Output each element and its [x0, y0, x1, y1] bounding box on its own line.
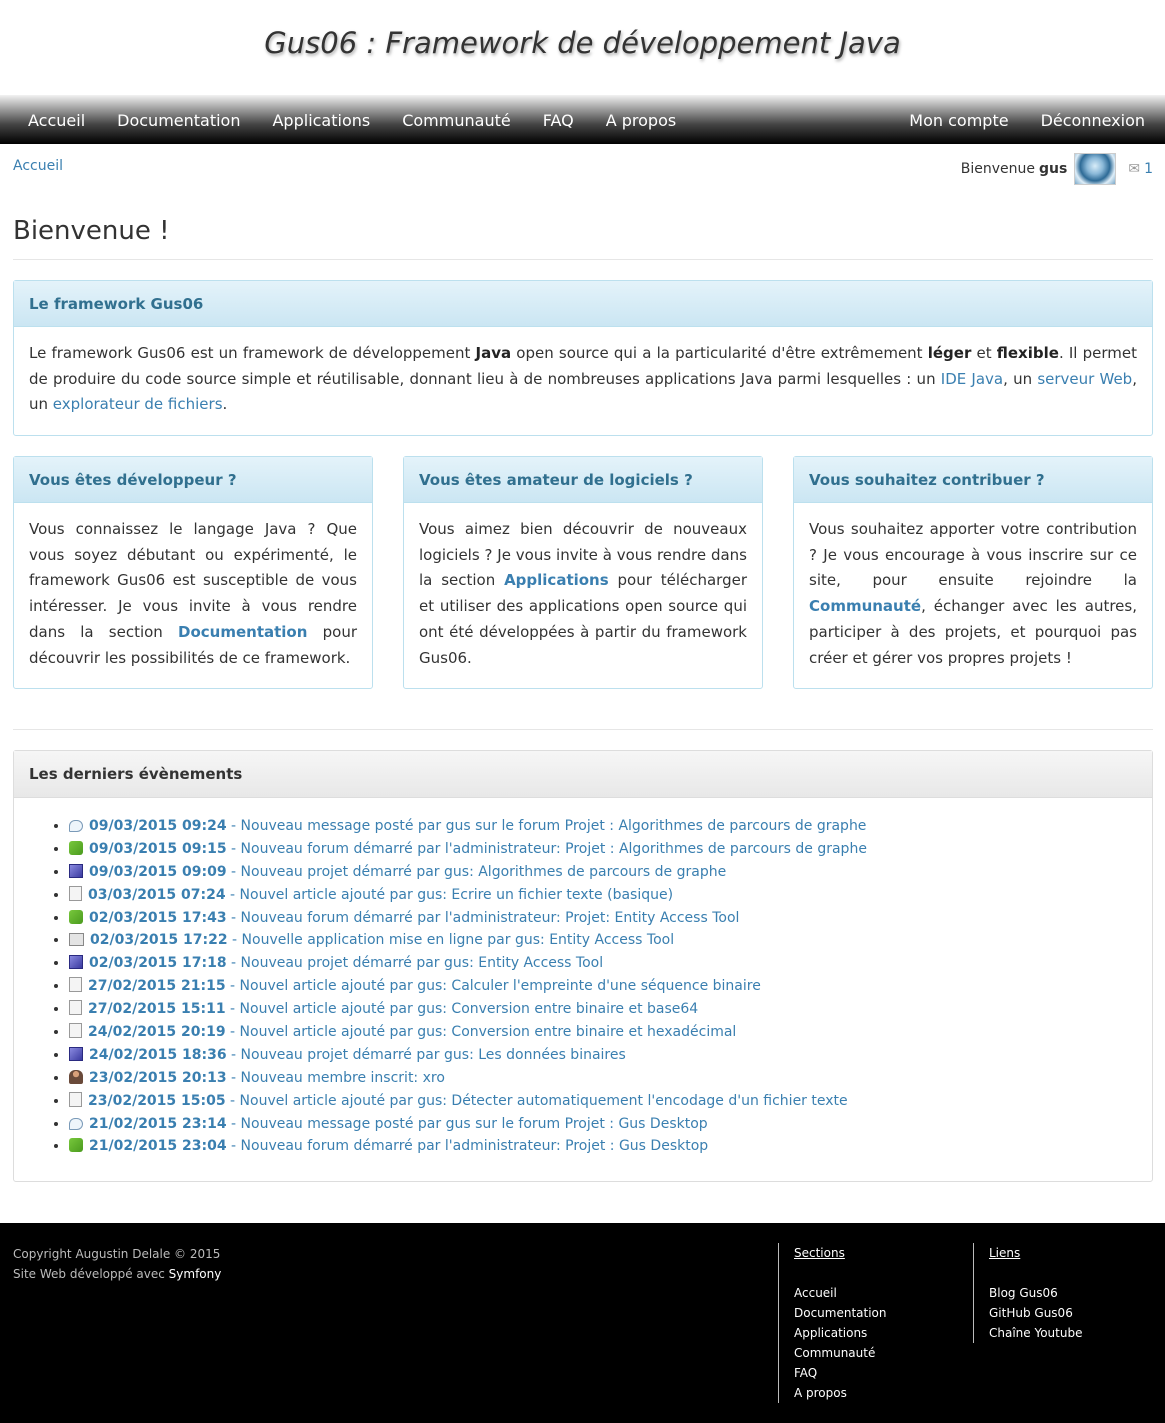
intro-text: et — [971, 344, 997, 362]
event-date[interactable]: 02/03/2015 17:22 — [90, 932, 228, 949]
event-date[interactable]: 21/02/2015 23:14 — [89, 1115, 227, 1132]
footer-links — [973, 1243, 1082, 1343]
events-heading: Les derniers évènements — [14, 751, 1152, 798]
contribute-card — [793, 456, 1153, 689]
event-item — [69, 884, 1152, 907]
developed-with-text: Site Web développé avec — [13, 1267, 169, 1281]
event-date[interactable]: 21/02/2015 23:04 — [89, 1138, 227, 1155]
nav-documentation[interactable]: Documentation — [117, 110, 241, 130]
event-date[interactable]: 09/03/2015 09:24 — [89, 818, 227, 834]
card-text: Vous aimez bien découvrir de nouveaux logiciels ? Je vous invite à vous rendre dans la section — [419, 520, 747, 590]
events-panel — [13, 750, 1153, 1182]
footer-copyright — [13, 1244, 221, 1284]
breadcrumb-bar — [0, 144, 1165, 194]
event-item — [69, 929, 1152, 952]
intro-text: open source qui a la particularité d'être extrêmement — [511, 344, 928, 362]
event-link[interactable]: - Nouveau forum démarré par l'administrateur: Projet : Gus Desktop — [226, 1138, 709, 1155]
footer-link-blog[interactable]: Blog Gus06 — [989, 1286, 1058, 1300]
forum-icon — [69, 841, 83, 855]
forum-icon — [69, 1138, 83, 1152]
project-icon — [69, 864, 83, 878]
card-text: Vous souhaitez apporter votre contribution ? Je vous encourage à vous inscrire sur ce site, pour ensuite rejoindre la — [809, 520, 1137, 590]
event-item — [69, 1135, 1152, 1158]
event-item — [69, 1021, 1152, 1044]
project-icon — [69, 1047, 83, 1061]
developer-card-body — [14, 503, 372, 683]
page-title: Bienvenue ! — [13, 216, 170, 246]
event-item — [69, 975, 1152, 998]
event-date[interactable]: 23/02/2015 20:13 — [89, 1069, 227, 1086]
nav-accueil[interactable]: Accueil — [28, 110, 86, 130]
events-list — [14, 798, 1152, 1158]
intro-heading: Le framework Gus06 — [14, 281, 1152, 327]
event-item — [69, 1090, 1152, 1113]
intro-body — [14, 327, 1152, 430]
event-item — [69, 1113, 1152, 1136]
event-link[interactable]: - Nouveau forum démarré par l'administrateur: Projet : Algorithmes de parcours de graphe — [226, 840, 867, 857]
event-link[interactable]: - Nouveau message posté par gus sur le forum Projet : Algorithmes de parcours de graphe — [226, 818, 867, 834]
event-item — [69, 861, 1152, 884]
nav-applications[interactable]: Applications — [272, 110, 371, 130]
event-item — [69, 998, 1152, 1021]
event-link[interactable]: - Nouveau forum démarré par l'administrateur: Projet: Entity Access Tool — [226, 909, 740, 926]
footer-link-applications[interactable]: Applications — [794, 1326, 868, 1340]
divider — [13, 259, 1153, 260]
amateur-card-body — [404, 503, 762, 683]
copyright-text: Copyright Augustin Delale © 2015 — [13, 1247, 221, 1261]
link-explorateur[interactable]: explorateur de fichiers — [52, 395, 223, 414]
avatar[interactable] — [1074, 153, 1116, 185]
project-icon — [69, 955, 83, 969]
footer-link-github[interactable]: GitHub Gus06 — [989, 1306, 1073, 1320]
event-date[interactable]: 24/02/2015 20:19 — [88, 1024, 226, 1041]
intro-text: Le framework Gus06 est un framework de développement — [29, 344, 476, 362]
event-link[interactable]: - Nouveau projet démarré par gus: Les données binaires — [226, 1046, 626, 1063]
developed-with — [13, 1264, 221, 1284]
link-documentation[interactable]: Documentation — [178, 622, 308, 641]
event-date[interactable]: 02/03/2015 17:18 — [89, 955, 227, 972]
event-date[interactable]: 09/03/2015 09:15 — [89, 840, 227, 857]
footer-link-faq[interactable]: FAQ — [794, 1366, 818, 1380]
nav-deconnexion[interactable]: Déconnexion — [1040, 110, 1145, 130]
card-text: , échanger avec les autres, participer à des projets, et pourquoi pas créer et gérer vos propres projets ! — [809, 597, 1137, 667]
event-link[interactable]: - Nouveau membre inscrit: xro — [226, 1069, 445, 1086]
forum-icon — [69, 910, 83, 924]
article-icon — [69, 977, 82, 992]
username: gus — [1039, 161, 1068, 177]
developer-card — [13, 456, 373, 689]
contribute-card-heading: Vous souhaitez contribuer ? — [794, 457, 1152, 503]
message-icon — [69, 1118, 83, 1130]
card-text: pour découvrir les possibilités de ce framework. — [29, 622, 357, 667]
event-date[interactable]: 09/03/2015 09:09 — [89, 863, 227, 880]
site-title: Gus06 : Framework de développement Java — [264, 26, 901, 60]
event-item — [69, 952, 1152, 975]
event-date[interactable]: 03/03/2015 07:24 — [88, 886, 226, 903]
footer-sections — [778, 1243, 887, 1403]
event-item — [69, 1044, 1152, 1067]
article-icon — [69, 1092, 82, 1107]
event-link[interactable]: - Nouveau projet démarré par gus: Algorithmes de parcours de graphe — [226, 863, 727, 880]
user-welcome — [961, 153, 1153, 185]
intro-text: . — [222, 395, 228, 414]
card-text: pour télécharger et utiliser des applications open source qui ont été développées à partir du framework Gus06. — [419, 571, 747, 667]
event-link[interactable]: - Nouvelle application mise en ligne par gus: Entity Access Tool — [227, 932, 675, 949]
card-text: Vous connaissez le langage Java ? Que vous soyez débutant ou expérimenté, le framework Gus06 est susceptible de vous intéresser. Je vous invite à vous rendre dans la section — [29, 520, 357, 641]
event-item — [69, 1067, 1152, 1090]
article-icon — [69, 886, 82, 901]
nav-a-propos[interactable]: A propos — [605, 110, 677, 130]
event-date[interactable]: 02/03/2015 17:43 — [89, 909, 227, 926]
intro-java: Java — [475, 344, 512, 362]
event-item — [69, 907, 1152, 930]
intro-leger: léger — [927, 344, 972, 362]
welcome-text: Bienvenue — [960, 161, 1036, 177]
footer-link-a-propos[interactable]: A propos — [794, 1386, 847, 1400]
event-date[interactable]: 27/02/2015 15:11 — [88, 1001, 226, 1018]
footer-link-youtube[interactable]: Chaîne Youtube — [989, 1326, 1083, 1340]
amateur-card — [403, 456, 763, 689]
developer-card-heading: Vous êtes développeur ? — [14, 457, 372, 503]
message-count[interactable]: 1 — [1144, 161, 1153, 177]
nav-faq[interactable]: FAQ — [542, 110, 574, 130]
site-header — [0, 0, 1165, 95]
intro-text: , un — [1003, 369, 1038, 388]
link-ide-java[interactable]: IDE Java — [940, 369, 1004, 388]
event-date[interactable]: 27/02/2015 21:15 — [88, 978, 226, 995]
divider — [13, 729, 1153, 730]
footer-links-heading: Liens — [989, 1246, 1021, 1260]
envelope-icon[interactable]: ✉ — [1128, 161, 1141, 177]
contribute-card-body — [794, 503, 1152, 683]
intro-flexible: flexible — [996, 344, 1059, 362]
link-communaute[interactable]: Communauté — [809, 597, 922, 616]
event-date[interactable]: 24/02/2015 18:36 — [89, 1046, 227, 1063]
event-link[interactable]: - Nouvel article ajouté par gus: Calculer l'empreinte d'une séquence binaire — [225, 978, 761, 995]
nav-right — [893, 95, 1161, 144]
footer-link-communaute[interactable]: Communauté — [794, 1346, 876, 1360]
event-link[interactable]: - Nouveau message posté par gus sur le forum Projet : Gus Desktop — [226, 1115, 708, 1132]
event-link[interactable]: - Nouveau projet démarré par gus: Entity Access Tool — [226, 955, 604, 972]
intro-panel — [13, 280, 1153, 436]
intro-text: . Il permet de produire du code source simple et réutilisable, donnant lieu à de nombreuses applications Java parmi lesquelles : un — [29, 344, 1137, 388]
amateur-card-heading: Vous êtes amateur de logiciels ? — [404, 457, 762, 503]
article-icon — [69, 1000, 82, 1015]
message-icon — [69, 820, 83, 832]
event-link[interactable]: - Nouvel article ajouté par gus: Ecrire un fichier texte (basique) — [225, 886, 674, 903]
link-applications[interactable]: Applications — [504, 571, 609, 590]
breadcrumb-accueil[interactable]: Accueil — [13, 158, 63, 174]
footer-link-documentation[interactable]: Documentation — [794, 1306, 887, 1320]
article-icon — [69, 1023, 82, 1038]
nav-communaute[interactable]: Communauté — [402, 110, 511, 130]
nav-left — [12, 95, 692, 144]
event-item — [69, 815, 1152, 838]
intro-text: , un — [29, 369, 1137, 414]
event-date[interactable]: 23/02/2015 15:05 — [88, 1092, 226, 1109]
event-link[interactable]: - Nouvel article ajouté par gus: Conversion entre binaire et hexadécimal — [225, 1024, 737, 1041]
main-navbar — [0, 95, 1165, 144]
event-link[interactable]: - Nouvel article ajouté par gus: Détecter automatiquement l'encodage d'un fichier texte — [225, 1092, 848, 1109]
footer-sections-heading: Sections — [794, 1246, 845, 1260]
footer — [0, 1223, 1165, 1423]
event-item — [69, 838, 1152, 861]
application-icon — [69, 933, 84, 946]
member-icon — [69, 1070, 83, 1084]
nav-mon-compte[interactable]: Mon compte — [909, 110, 1009, 130]
footer-link-accueil[interactable]: Accueil — [794, 1286, 837, 1300]
link-symfony[interactable]: Symfony — [168, 1267, 222, 1281]
event-link[interactable]: - Nouvel article ajouté par gus: Conversion entre binaire et base64 — [225, 1001, 699, 1018]
link-serveur-web[interactable]: serveur Web — [1037, 369, 1133, 388]
